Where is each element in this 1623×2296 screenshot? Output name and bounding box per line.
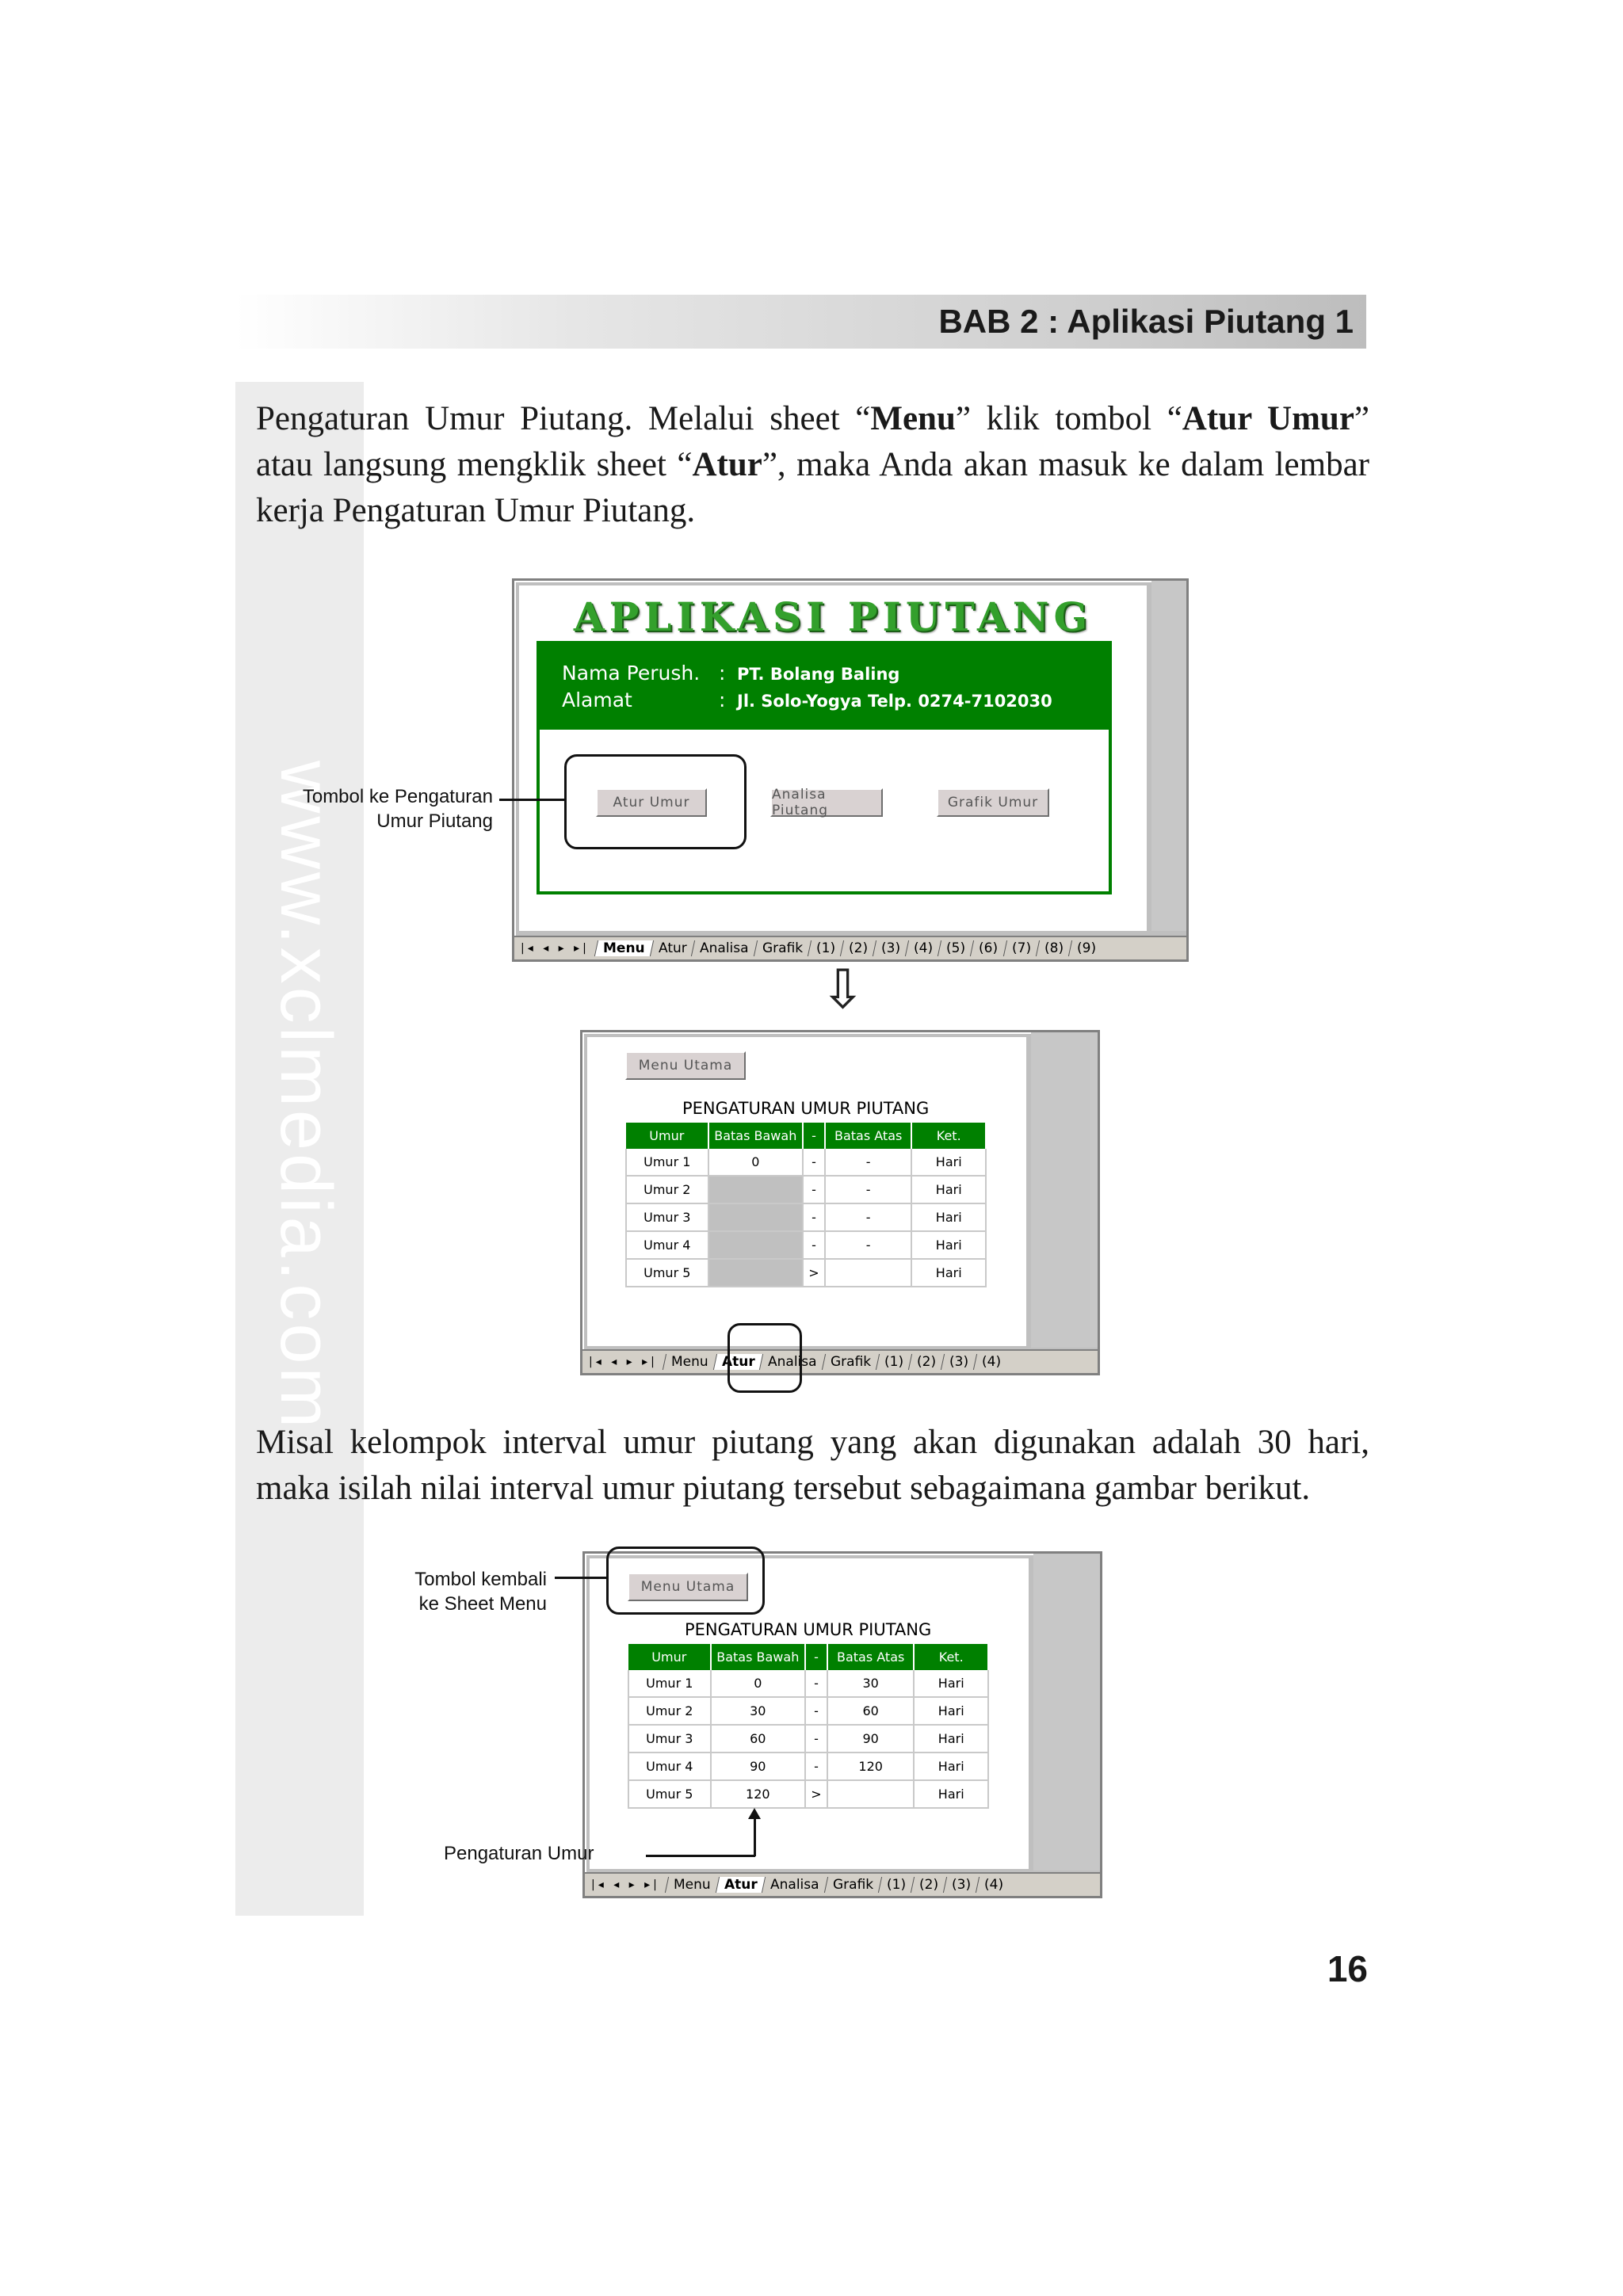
table-cell: - [805, 1697, 827, 1725]
table-cell[interactable] [708, 1259, 803, 1287]
umur-table [625, 1123, 987, 1287]
tab-label: (8) [1044, 940, 1064, 956]
tab-label: (3) [881, 940, 901, 956]
tab-4[interactable] [905, 940, 941, 956]
table-cell: Umur 2 [626, 1176, 708, 1203]
tab-7[interactable] [1002, 940, 1038, 956]
callout-menu-utama [349, 1567, 547, 1616]
tab-menu[interactable] [665, 1877, 719, 1893]
down-arrow-icon: ⇩ [820, 959, 865, 1021]
tab-label: Analisa [768, 1354, 817, 1370]
table-title: PENGATURAN UMUR PIUTANG [682, 1099, 930, 1118]
tab-9[interactable] [1068, 940, 1104, 956]
table-cell[interactable]: 30 [711, 1697, 805, 1725]
atur-screenshot-empty [580, 1030, 1100, 1375]
tab-label: Menu [602, 940, 645, 956]
tab-2[interactable] [908, 1354, 944, 1370]
tab-8[interactable] [1036, 940, 1071, 956]
table-row [628, 1780, 988, 1808]
tab-3[interactable] [943, 1877, 979, 1893]
tab-2[interactable] [840, 940, 876, 956]
table-cell: Umur 5 [626, 1259, 708, 1287]
callout-pengaturan-umur: Pengaturan Umur [444, 1843, 594, 1864]
chapter-header [235, 295, 1366, 349]
table-cell: - [805, 1670, 827, 1697]
table-cell: Umur 1 [626, 1149, 708, 1176]
callout-atur-umur-line1: Tombol ke Pengaturan [302, 786, 493, 807]
page-number: 16 [1327, 1948, 1368, 1989]
callout-line-1 [499, 799, 564, 801]
tab-grafik[interactable] [824, 1877, 881, 1893]
tab-atur[interactable] [715, 1877, 765, 1893]
callout-menu-line1: Tombol kembali [414, 1569, 547, 1590]
tab-nav-arrows[interactable]: |◂ ◂ ▸ ▸| [521, 942, 590, 955]
arrow-up-icon [748, 1808, 761, 1819]
tab-label: (1) [887, 1877, 907, 1893]
table-cell: > [805, 1780, 827, 1808]
address-label: Alamat [562, 688, 632, 711]
table-cell[interactable]: 90 [711, 1753, 805, 1780]
table-cell: - [805, 1725, 827, 1753]
company-info-box [537, 641, 1112, 730]
app-title: APLIKASI PIUTANG [573, 593, 1093, 640]
tab-label: (1) [816, 940, 836, 956]
table-cell: - [803, 1176, 825, 1203]
table-cell: - [803, 1231, 825, 1259]
table-row [626, 1149, 986, 1176]
column-header: Batas Atas [827, 1644, 915, 1670]
table-cell: Umur 4 [628, 1753, 711, 1780]
table-cell: - [803, 1203, 825, 1231]
table-cell[interactable]: 60 [711, 1725, 805, 1753]
tab-analisa[interactable] [691, 940, 757, 956]
tab-nav-arrows[interactable]: |◂ ◂ ▸ ▸| [591, 1878, 660, 1891]
atur-tab-highlight [727, 1323, 802, 1393]
grafik-umur-button[interactable]: Grafik Umur [937, 788, 1049, 817]
table-cell[interactable]: 90 [827, 1725, 915, 1753]
table-cell: Umur 3 [626, 1203, 708, 1231]
column-header: Batas Bawah [711, 1644, 805, 1670]
table-cell: Umur 2 [628, 1697, 711, 1725]
tab-label: Analisa [700, 940, 749, 956]
interval-paragraph: Misal kelompok interval umur piutang yang akan digunakan adalah 30 hari, maka isilah nilai interval umur piutang tersebut sebagaimana gambar berikut. [256, 1424, 1369, 1507]
tab-label: Analisa [770, 1877, 819, 1893]
tab-1[interactable] [808, 940, 843, 956]
para1-text-1: Pengaturan Umur Piutang. Melalui sheet “ [256, 400, 871, 437]
tab-label: (4) [982, 1354, 1002, 1370]
table-cell: > [803, 1259, 825, 1287]
callout-atur-umur-line2: Umur Piutang [376, 810, 493, 832]
table-cell: Hari [914, 1780, 988, 1808]
table-cell[interactable]: - [825, 1149, 912, 1176]
table-cell: Hari [911, 1259, 986, 1287]
tab-label: (2) [919, 1877, 939, 1893]
sheet-tabs [585, 1872, 1100, 1896]
callout-line-umur-h [646, 1855, 755, 1857]
table-cell[interactable]: 0 [711, 1670, 805, 1697]
tab-label: (4) [984, 1877, 1004, 1893]
svg-text:www.xclmedia.com: www.xclmedia.com [265, 761, 346, 1432]
vertical-scrollbar[interactable] [1151, 581, 1186, 931]
table-cell[interactable] [825, 1259, 912, 1287]
table-row [628, 1697, 988, 1725]
tab-4[interactable] [976, 1877, 1011, 1893]
tab-label: (3) [949, 1354, 969, 1370]
column-header: Batas Atas [825, 1123, 912, 1149]
table-cell[interactable]: 120 [711, 1780, 805, 1808]
tab-label: Grafik [832, 1877, 874, 1893]
table-cell[interactable] [708, 1176, 803, 1203]
para1-text-2: ” klik tombol “ [955, 400, 1182, 437]
atur-umur-button[interactable]: Atur Umur [596, 788, 707, 817]
table-cell: Hari [914, 1697, 988, 1725]
analisa-piutang-button[interactable]: Analisa Piutang [770, 788, 883, 817]
menu-utama-highlight [606, 1547, 765, 1615]
table-cell: Umur 1 [628, 1670, 711, 1697]
company-label: Nama Perush. [562, 662, 701, 685]
tab-label: Grafik [830, 1354, 872, 1370]
chapter-title: BAB 2 : Aplikasi Piutang 1 [938, 303, 1354, 340]
tab-atur[interactable] [649, 940, 694, 956]
table-cell: Hari [911, 1203, 986, 1231]
table-cell: Umur 3 [628, 1725, 711, 1753]
menu-utama-button[interactable]: Menu Utama [628, 1573, 748, 1601]
tab-1[interactable] [876, 1354, 911, 1370]
table-row [626, 1203, 986, 1231]
table-cell: Hari [911, 1231, 986, 1259]
intro-paragraph [256, 396, 1369, 534]
tab-label: Atur [724, 1877, 758, 1893]
tab-label: (1) [884, 1354, 904, 1370]
tab-menu[interactable] [663, 1354, 716, 1370]
table-cell[interactable]: 0 [708, 1149, 803, 1176]
table-cell[interactable]: 120 [827, 1753, 915, 1780]
tab-label: Grafik [762, 940, 804, 956]
table-title: PENGATURAN UMUR PIUTANG [685, 1620, 932, 1639]
table-cell: - [805, 1753, 827, 1780]
umur-table [628, 1644, 989, 1809]
table-row [628, 1725, 988, 1753]
table-cell[interactable] [827, 1780, 915, 1808]
tab-label: (6) [979, 940, 999, 956]
tab-label: Atur [721, 1354, 755, 1370]
atur-sheet-empty [587, 1037, 1026, 1346]
tab-5[interactable] [938, 940, 973, 956]
tab-label: Atur [658, 940, 687, 956]
address-value: Jl. Solo-Yogya Telp. 0274-7102030 [737, 692, 1052, 711]
tab-nav-arrows[interactable]: |◂ ◂ ▸ ▸| [589, 1356, 658, 1368]
column-header: Ket. [911, 1123, 986, 1149]
atur-umur-highlight [564, 754, 747, 849]
tab-4[interactable] [973, 1354, 1009, 1370]
menu-utama-button[interactable]: Menu Utama [625, 1051, 746, 1080]
tab-6[interactable] [970, 940, 1006, 956]
table-cell[interactable]: - [825, 1203, 912, 1231]
callout-line-menu [555, 1577, 606, 1579]
table-cell[interactable]: 60 [827, 1697, 915, 1725]
sheet-tabs [582, 1349, 1098, 1373]
callout-line-umur-v [754, 1814, 756, 1856]
tab-label: (5) [946, 940, 966, 956]
address-separator: : [719, 688, 726, 711]
tab-label: (2) [917, 1354, 937, 1370]
para1-bold-menu: Menu [870, 400, 956, 437]
tab-label: (9) [1076, 940, 1096, 956]
table-cell[interactable] [708, 1231, 803, 1259]
column-header: Umur [626, 1123, 708, 1149]
callout-menu-line2: ke Sheet Menu [418, 1593, 547, 1615]
sheet-tabs [514, 936, 1186, 959]
table-cell: Hari [911, 1176, 986, 1203]
vertical-scrollbar[interactable] [1033, 1554, 1100, 1871]
table-cell[interactable] [708, 1203, 803, 1231]
table-cell: Hari [914, 1670, 988, 1697]
tab-label: (7) [1011, 940, 1031, 956]
table-row [628, 1753, 988, 1780]
table-cell: Hari [914, 1753, 988, 1780]
tab-2[interactable] [911, 1877, 946, 1893]
column-header: - [805, 1644, 827, 1670]
table-cell: Umur 5 [628, 1780, 711, 1808]
table-row [626, 1259, 986, 1287]
company-separator: : [719, 662, 726, 685]
table-cell[interactable]: 30 [827, 1670, 915, 1697]
vertical-scrollbar[interactable] [1031, 1032, 1098, 1348]
para1-text-3: ” atau langsung mengklik sheet “ [256, 400, 1370, 483]
company-name: PT. Bolang Baling [737, 665, 900, 684]
table-cell[interactable]: - [825, 1231, 912, 1259]
tab-label: Menu [670, 1354, 708, 1370]
table-row [628, 1670, 988, 1697]
tab-analisa[interactable] [762, 1877, 827, 1893]
tab-grafik[interactable] [822, 1354, 879, 1370]
table-cell: Umur 4 [626, 1231, 708, 1259]
table-row [626, 1231, 986, 1259]
table-cell: Hari [914, 1725, 988, 1753]
column-header: Batas Bawah [708, 1123, 803, 1149]
tab-grafik[interactable] [754, 940, 811, 956]
tab-label: (2) [849, 940, 869, 956]
tab-label: Menu [673, 1877, 711, 1893]
para1-text-4: ”, maka Anda akan masuk ke dalam lembar kerja Pengaturan Umur Piutang. [256, 446, 1369, 529]
table-cell[interactable]: - [825, 1176, 912, 1203]
table-row [626, 1176, 986, 1203]
tab-label: (4) [914, 940, 934, 956]
table-cell: - [803, 1149, 825, 1176]
tab-3[interactable] [873, 940, 908, 956]
tab-menu[interactable] [594, 940, 653, 956]
table-cell: Hari [911, 1149, 986, 1176]
para1-bold-atur-umur: Atur Umur [1182, 400, 1354, 437]
column-header: Ket. [914, 1644, 988, 1670]
callout-atur-umur [269, 784, 493, 833]
tab-3[interactable] [941, 1354, 976, 1370]
column-header: Umur [628, 1644, 711, 1670]
column-header: - [803, 1123, 825, 1149]
tab-1[interactable] [878, 1877, 914, 1893]
tab-label: (3) [952, 1877, 972, 1893]
para1-bold-atur: Atur [692, 446, 762, 483]
